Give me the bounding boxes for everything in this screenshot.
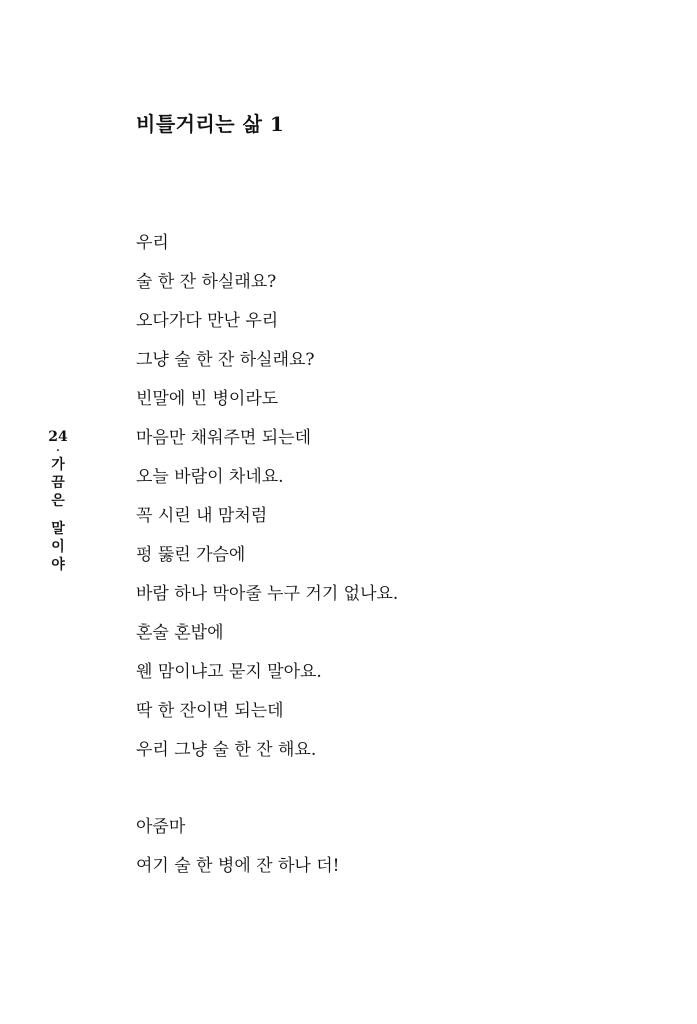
poem-line: 웬 맘이냐고 묻지 말아요. [136, 662, 322, 682]
poem-line: 마음만 채워주면 되는데 [136, 428, 312, 448]
book-title-char: 말 [51, 521, 65, 537]
page-margin-note [47, 428, 69, 574]
margin-separator: · [55, 443, 61, 459]
book-title-char: 은 [51, 493, 65, 509]
poem-line: 꼭 시린 내 맘처럼 [136, 506, 268, 526]
book-title-char: 야 [51, 557, 65, 573]
poem-line: 혼술 혼밥에 [136, 623, 224, 643]
poem-line: 아줌마 [136, 817, 186, 837]
poem-line: 술 한 잔 하실래요? [136, 272, 277, 292]
poem-line: 빈말에 빈 병이라도 [136, 389, 279, 409]
page-number: 24 [48, 429, 68, 445]
poem-line: 딱 한 잔이면 되는데 [136, 701, 284, 721]
poem-line: 바람 하나 막아줄 누구 거기 없나요. [136, 584, 399, 604]
poem-line: 펑 뚫린 가슴에 [136, 545, 246, 565]
poem-line: 우리 그냥 술 한 잔 해요. [136, 740, 317, 760]
poem-title: 비틀거리는 삶 1 [136, 112, 285, 136]
poem-line: 우리 [136, 233, 169, 253]
book-title-char: 이 [51, 539, 65, 555]
book-title-char: 가 [51, 457, 65, 473]
book-title-char: 끔 [51, 475, 65, 491]
poem-line: 오늘 바람이 차네요. [136, 467, 284, 487]
poem-stanza-1 [136, 224, 398, 770]
poem-line: 오다가다 만난 우리 [136, 311, 279, 331]
poem-stanza-2 [136, 808, 339, 886]
poem-line: 여기 술 한 병에 잔 하나 더! [136, 856, 340, 876]
book-title-gap [47, 510, 69, 520]
poem-line: 그냥 술 한 잔 하실래요? [136, 350, 315, 370]
